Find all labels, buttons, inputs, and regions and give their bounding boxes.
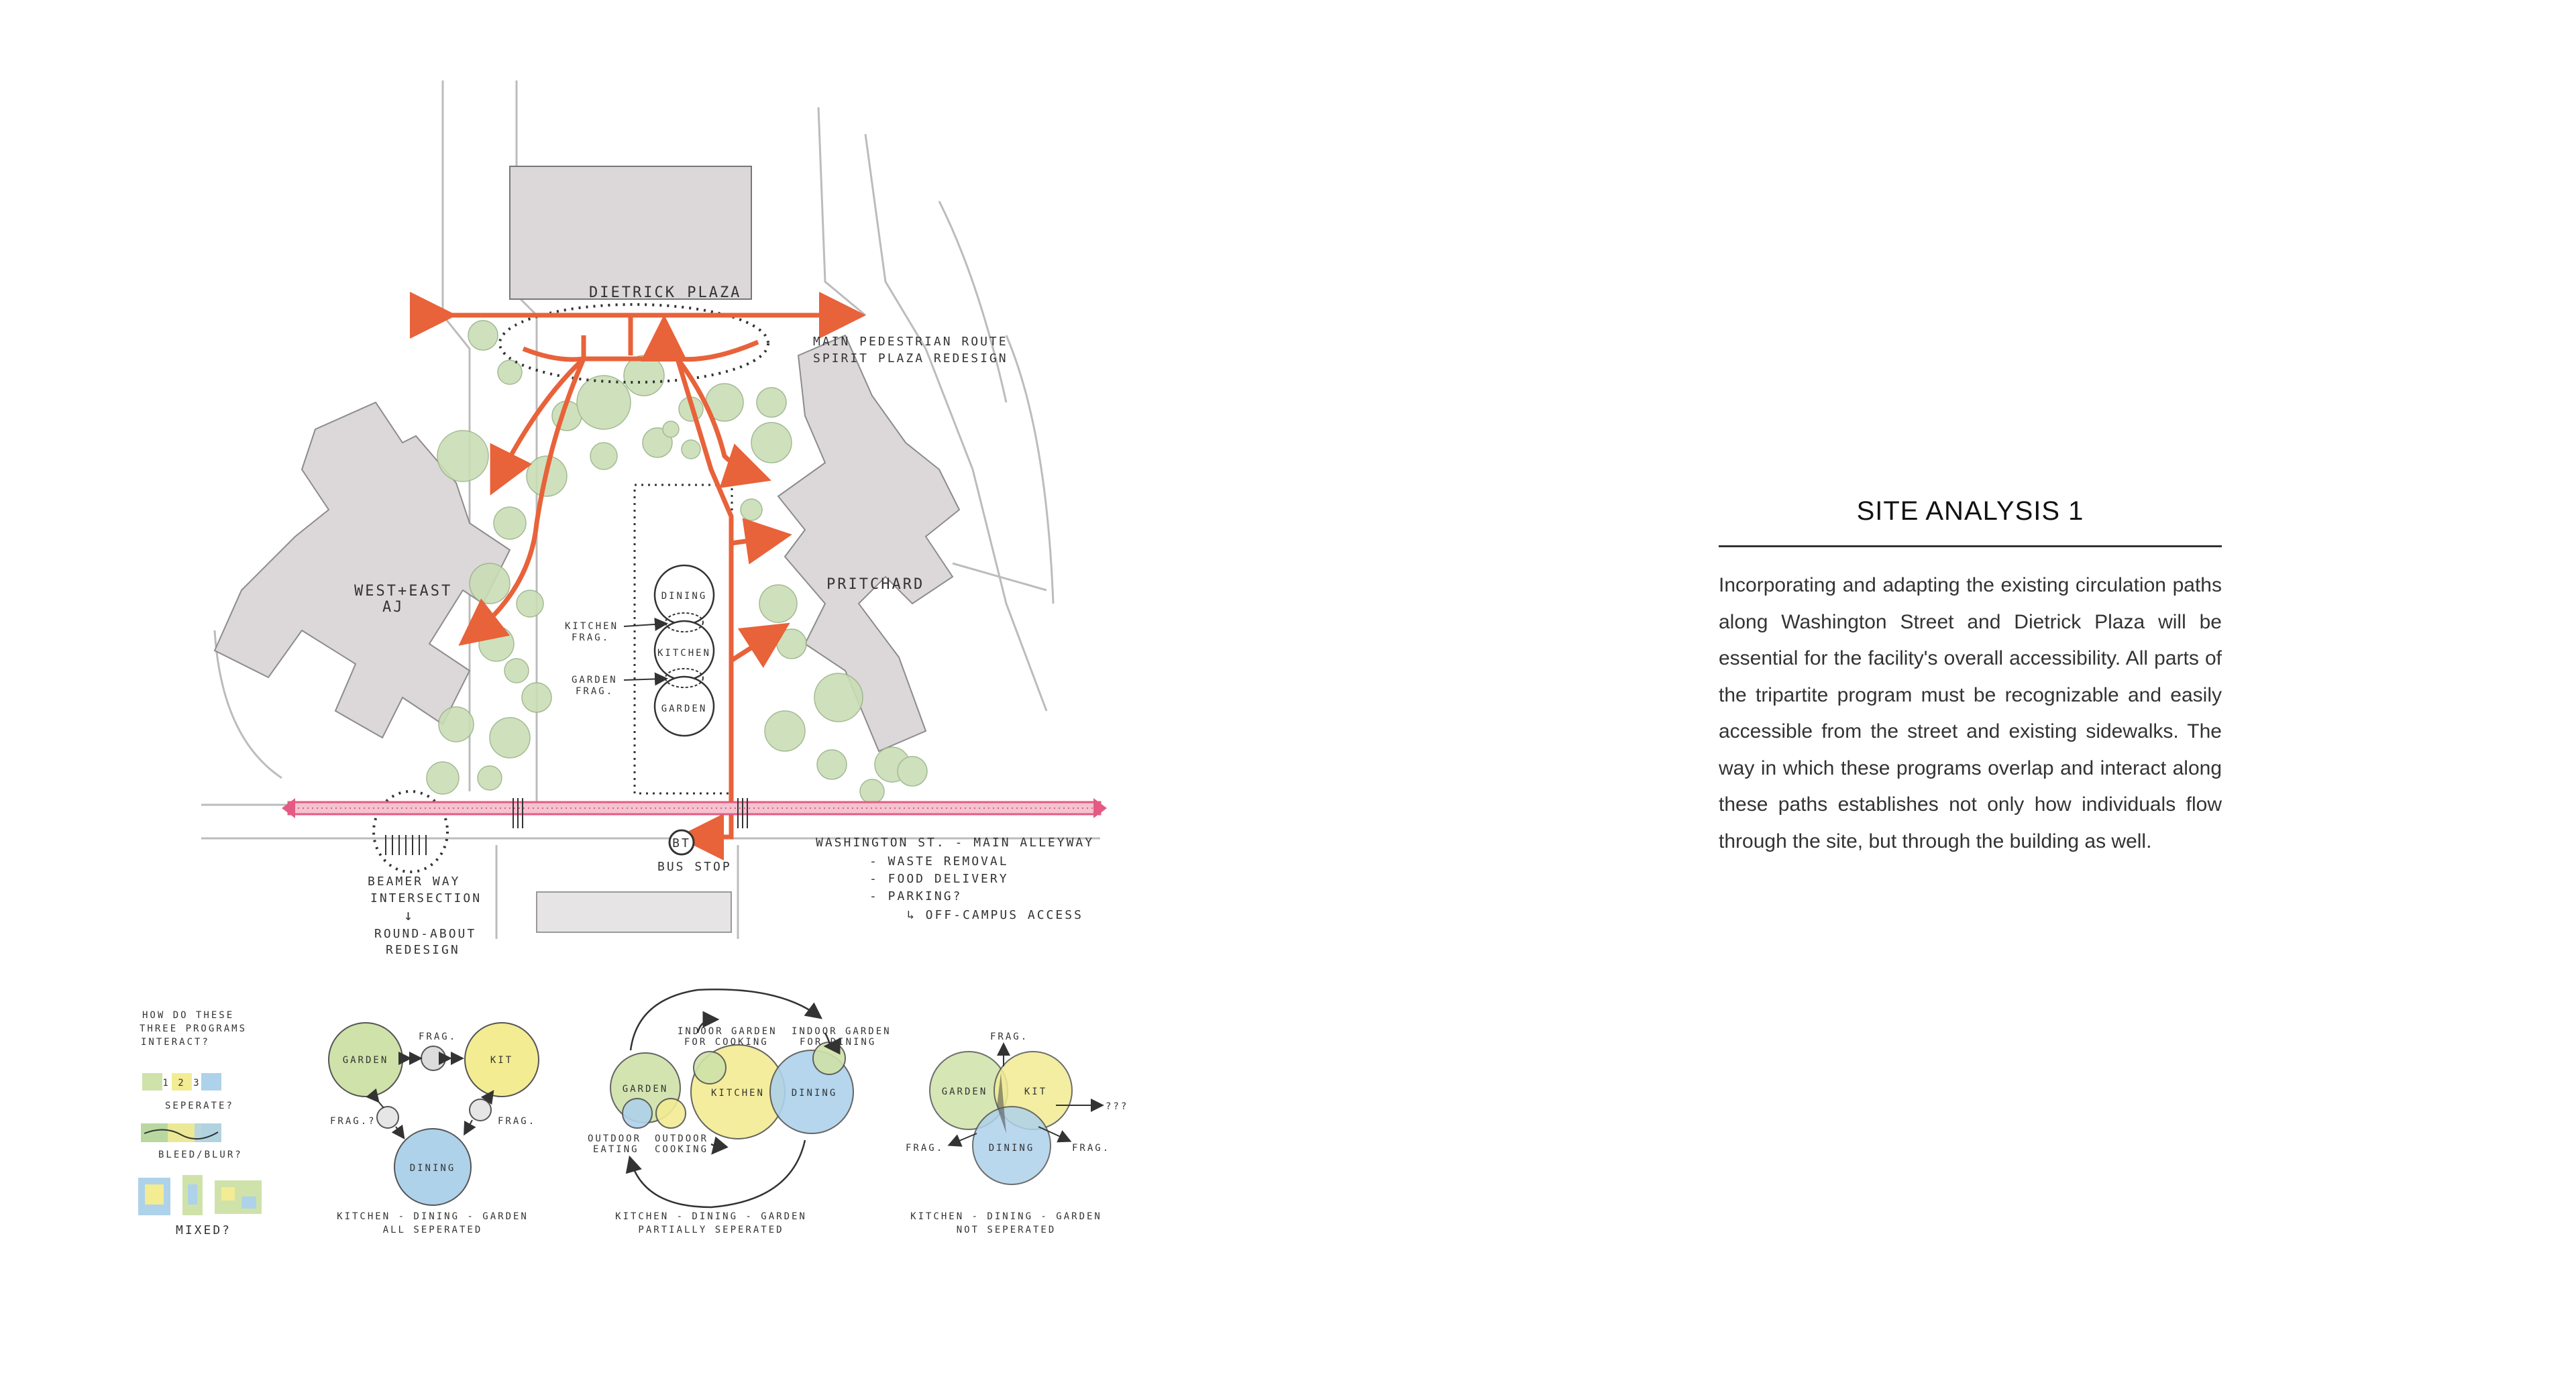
panel-title: SITE ANALYSIS 1 [1856, 496, 2084, 526]
d2-caption-2: PARTIALLY SEPERATED [638, 1225, 784, 1235]
d1-caption-2: ALL SEPERATED [382, 1225, 483, 1235]
d2-indoor-dine-2: FOR DINING [800, 1037, 877, 1048]
west-east-label: WEST+EAST [354, 583, 453, 600]
d2-outdoor-eat-2: EATING [593, 1144, 639, 1155]
top-building [510, 166, 751, 299]
garden-frag-label: GARDEN [572, 675, 618, 685]
d1-frag-left-label: FRAG.? [330, 1116, 376, 1127]
d2-indoor-cook-1: INDOOR GARDEN [678, 1026, 777, 1037]
spirit-plaza-label: SPIRIT PLAZA REDESIGN [813, 351, 1008, 366]
d2-outdoor-cook-2: COOKING [655, 1144, 709, 1155]
d1-frag-top [421, 1046, 445, 1070]
swatch-numbers: 1 2 3 [162, 1078, 201, 1089]
d2-outdoor-cook-1: OUTDOOR [655, 1133, 709, 1144]
d3-frag-right-label: FRAG. [1072, 1143, 1111, 1154]
d2-outdoor-eat-1: OUTDOOR [588, 1133, 642, 1144]
d2-garden-label: GARDEN [622, 1084, 669, 1095]
diagram-partially-separated [588, 989, 892, 1235]
redesign-label: REDESIGN [386, 943, 460, 957]
pritchard-building [778, 335, 959, 751]
d2-dining-label: DINING [791, 1088, 838, 1099]
separate-label: SEPERATE? [165, 1101, 234, 1111]
south-building [537, 892, 731, 932]
d1-frag-right-label: FRAG. [498, 1116, 537, 1127]
d1-garden-label: GARDEN [342, 1055, 389, 1066]
dining-label: DINING [661, 591, 708, 602]
offcampus-label: ↳ OFF-CAMPUS ACCESS [907, 908, 1083, 922]
d3-caption-2: NOT SEPERATED [956, 1225, 1057, 1235]
d3-caption-1: KITCHEN - DINING - GARDEN [910, 1211, 1102, 1222]
bleed-label: BLEED/BLUR? [158, 1150, 243, 1160]
waste-label: - WASTE REMOVAL [869, 854, 1009, 869]
d3-qqq-label: ??? [1106, 1101, 1129, 1112]
d2-indoor-cook-2: FOR COOKING [684, 1037, 769, 1048]
food-label: - FOOD DELIVERY [869, 872, 1009, 886]
legend-q1: HOW DO THESE [142, 1010, 235, 1021]
program-legend [138, 1010, 262, 1237]
legend-q3: INTERACT? [141, 1037, 210, 1048]
d3-kit-label: KIT [1024, 1086, 1048, 1097]
d2-kitchen-label: KITCHEN [710, 1088, 765, 1099]
beamer-arrow: ↓ [403, 907, 415, 924]
roundabout-label: ROUND-ABOUT [374, 927, 477, 941]
kitchen-frag-label-2: FRAG. [572, 632, 610, 643]
d1-frag-top-label: FRAG. [419, 1031, 458, 1042]
parking-label: - PARKING? [869, 889, 963, 903]
beamer-label: BEAMER WAY [368, 875, 461, 889]
d1-kit-label: KIT [490, 1055, 514, 1066]
panel-body: Incorporating and adapting the existing circulation paths along Washington Street and Dietrick Plaza will be essential for the facility's overall accessibility. All parts of the tripartite program must be recognizable and easily accessible from the street and existing sidewalks. The way in which these programs overlap and interact along these paths establishes not only how individuals flow through the site, but through the building as well. [1719, 574, 2222, 852]
d1-frag-left [377, 1107, 398, 1128]
kitchen-frag-label: KITCHEN [565, 621, 619, 632]
aj-label: AJ [382, 599, 405, 616]
garden-frag-label-2: FRAG. [576, 686, 614, 697]
d3-garden-label: GARDEN [941, 1086, 988, 1097]
d1-dining-label: DINING [409, 1163, 456, 1174]
diagram-all-separated [329, 1023, 539, 1235]
bus-stop-label: BUS STOP [657, 860, 732, 874]
intersection-label: INTERSECTION [370, 891, 482, 905]
pritchard-label: PRITCHARD [826, 576, 925, 593]
d2-indoor-dine-1: INDOOR GARDEN [792, 1026, 892, 1037]
swatch-dining [201, 1073, 221, 1091]
mixed-label: MIXED? [176, 1223, 232, 1237]
legend-q2: THREE PROGRAMS [140, 1023, 248, 1034]
title-divider [1719, 545, 2222, 547]
bt-label: BT [672, 836, 691, 850]
d2-caption-1: KITCHEN - DINING - GARDEN [615, 1211, 807, 1222]
d3-frag-left-label: FRAG. [906, 1143, 945, 1154]
swatch-garden [142, 1073, 162, 1091]
washington-label: WASHINGTON ST. - MAIN ALLEYWAY [816, 836, 1095, 850]
d3-dining-label: DINING [988, 1143, 1035, 1154]
analysis-text-panel [1719, 496, 2222, 860]
d1-caption-1: KITCHEN - DINING - GARDEN [337, 1211, 529, 1222]
site-plan [201, 80, 1107, 957]
main-route-label: MAIN PEDESTRIAN ROUTE [813, 335, 1008, 349]
garden-label: GARDEN [661, 704, 708, 714]
diagram-not-separated [906, 1031, 1128, 1235]
d1-frag-right [470, 1099, 491, 1121]
dietrick-plaza-label: DIETRICK PLAZA [589, 284, 742, 301]
d3-frag-top-label: FRAG. [990, 1031, 1029, 1042]
kitchen-label: KITCHEN [657, 648, 712, 659]
